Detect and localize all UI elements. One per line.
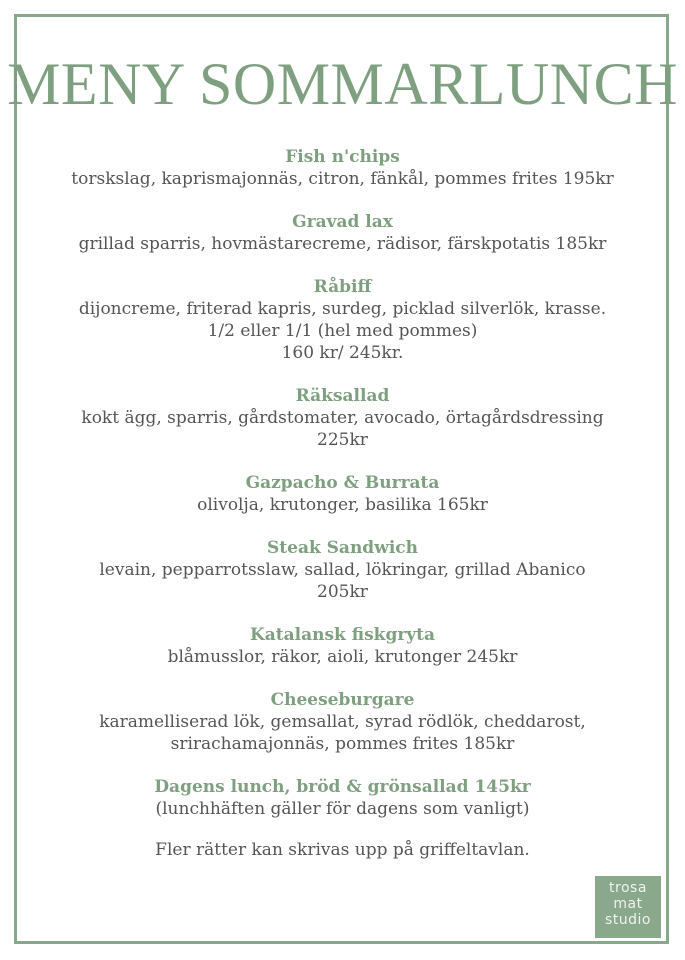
menu-item-price: 160 kr/ 245kr.: [281, 343, 404, 363]
brand-logo: [595, 876, 661, 938]
menu-item-price: 225kr: [317, 430, 368, 450]
menu-item-description: 1/2 eller 1/1 (hel med pommes): [207, 321, 478, 341]
menu-item-description: karamelliserad lök, gemsallat, syrad rödlök, cheddarost,: [99, 712, 586, 732]
menu-item: [0, 776, 685, 820]
menu-item-description: olivolja, krutonger, basilika 165kr: [197, 495, 488, 515]
menu-item-description: dijoncreme, friterad kapris, surdeg, picklad silverlök, krasse.: [78, 299, 607, 319]
menu-item: [0, 146, 685, 190]
logo-text-line: studio: [605, 912, 651, 928]
menu-item: [0, 276, 685, 364]
menu-item-description: (lunchhäften gäller för dagens som vanligt): [155, 799, 530, 819]
menu-item-description: grillad sparris, hovmästarecreme, rädisor, färskpotatis 185kr: [78, 234, 607, 254]
menu-item-name: Räksallad: [295, 386, 390, 406]
menu-item: [0, 472, 685, 516]
menu-item-description: blåmusslor, räkor, aioli, krutonger 245kr: [167, 647, 518, 667]
menu-item-name: Råbiff: [313, 277, 372, 297]
menu-item-description: levain, pepparrotsslaw, sallad, lökringar, grillad Abanico: [99, 560, 586, 580]
menu-item: [0, 537, 685, 603]
menu-item-description: torskslag, kaprismajonnäs, citron, fänkål, pommes frites 195kr: [71, 169, 614, 189]
menu-item-name: Dagens lunch, bröd & grönsallad 145kr: [154, 777, 531, 797]
menu-item-name: Katalansk fiskgryta: [249, 625, 436, 645]
menu-item-price: 205kr: [317, 582, 368, 602]
menu-item-name: Cheeseburgare: [270, 690, 415, 710]
menu-item-name: Fish n'chips: [285, 147, 400, 167]
menu-item-name: Gravad lax: [292, 212, 393, 232]
menu-item-name: Gazpacho & Burrata: [245, 473, 440, 493]
menu-item-description: kokt ägg, sparris, gårdstomater, avocado, örtagårdsdressing: [81, 408, 604, 428]
menu-item: [0, 385, 685, 451]
menu-list: [0, 146, 685, 861]
logo-text-line: trosa: [609, 880, 647, 896]
menu-item-description: srirachamajonnäs, pommes frites 185kr: [170, 734, 515, 754]
menu-item: [0, 211, 685, 255]
menu-item-name: Steak Sandwich: [267, 538, 418, 558]
menu-item: [0, 624, 685, 668]
menu-title: MENY SOMMARLUNCH: [7, 51, 678, 117]
menu-item: [0, 689, 685, 755]
logo-text-line: mat: [613, 896, 643, 912]
footer-note: Fler rätter kan skrivas upp på griffeltavlan.: [155, 840, 530, 860]
